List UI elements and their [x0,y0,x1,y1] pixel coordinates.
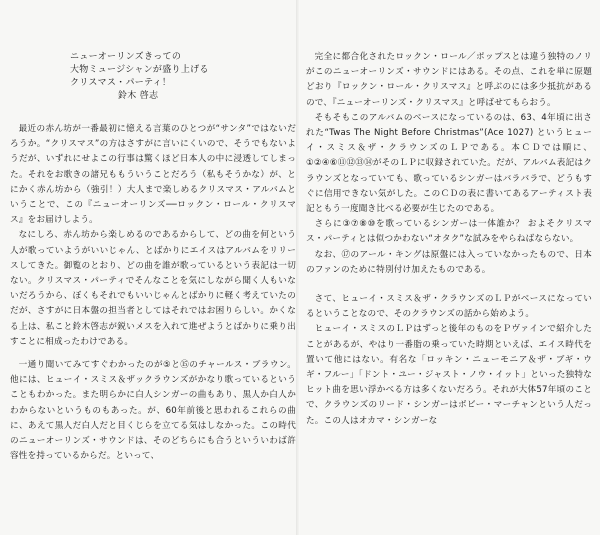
paragraph: 完全に都合化されたロックン・ロール／ポップスとは違う独特のノリがこのニューオーリンズ・サウンドにはある。その点、これを単に原題どおり『ロックン・ロール・クリスマス』と呼ぶのには多少抵抗があるので、『ニューオーリンズ・クリスマス』と呼ばせてもらおう。 [306,52,592,108]
paragraph: さらに③⑦⑧⑩を歌っているシンガーは一体誰か？ およそクリスマス・パーティとは似つかわない“オタク”な試みをやらねばならない。 [306,219,592,245]
page-gutter [296,0,300,535]
title-line-3: クリスマス・パーティ！ [70,78,172,88]
left-column [10,0,296,535]
title-line-1: ニューオーリンズきっての [70,52,182,62]
title-block [70,51,290,103]
right-body [306,50,592,429]
paragraph: 一通り聞いてみてすぐわかったのが⑤と⑮のチャールス・ブラウン。他には、ヒューイ・スミス＆ザックラウンズがかなり歌っているということもわかった。また明らかに白人シンガーの曲もあり、黒人か白人かわからないというものもあった。が、60年前後と思われるこれらの曲に、あえて黒人だ白人だと目くじらを立てる気はしなかった。この時代のニューオーリンズ・サウンドは、そのどちらにも合うといういわば許容性を持っているからだ。といって、 [10,360,296,462]
paragraph: ヒューイ・スミスのＬＰはずっと後年のものをＰヴァインで紹介したことがあるが、やはり一番脂の乗っていた時期といえば、エイス時代を置いて他にはない。有名な「ロッキン・ニューモニア＆ザ・ブギ・ウギ・フルー」「ドント・ユー・ジャスト・ノウ・イット」といった独特なヒット曲を思い浮かべる方は多くないだろう。それが大体57年頃のことで、クラウンズのリード・シンガーはボビー・マーチャンという人だった。この人はオカマ・シンガーな [306,324,592,426]
paragraph: さて、ヒューイ・スミス＆ザ・クラウンズのＬＰがベースになっているということなので、そのクラウンズの話から始めよう。 [306,294,592,320]
paragraph: 最近の赤ん坊が一番最初に憶える言葉のひとつが“サンタ”ではないだろうか。“クリスマス”の方はさすがに言いにくいので、そうでもないようだが、いずれにせよこの行事は驚くほど日本人の中に浸透してしまった。それをお歌きの諸兄ももういうことだろう（私もそうかな）が、とにかく赤ん坊から（強引！）大人まで楽しめるクリスマス・アルバムということで、この『ニューオーリンズ──ロックン・ロール・クリスマス』をお届けしよう。 [10,124,296,226]
author-name: 鈴木 啓志 [118,91,159,101]
left-body [10,122,296,464]
paragraph: そもそもこのアルバムのベースになっているのは、63、4年頃に出された“Twas The Night Before Christmas”(Ace 1027) というヒューイ・スミス＆ザ・クラウンズのＬＰである。本ＣＤでは順に、①②④⑥⑪⑫⑬⑭がそのＬＰに収録されていた。だが、アルバム表記はクラウンズとなっていても、歌っているシンガーはバラバラで、どうもすぐに信用できない気がした。このＣＤの表に書いてあるアーティスト表記ともう一度聞き比べる必要が生じたのである。 [306,112,592,215]
right-column [306,0,592,535]
title-line-2: 大物ミュージシャンが盛り上げる [70,65,209,75]
paragraph: なにしろ、赤ん坊から楽しめるのであるからして、どの曲を何という人が歌っていようがいいじゃん、とばかりにエイスはアルバムをリリースしてきた。御覧のとおり、どの曲を誰が歌っているという表記は一切ない。クリスマス・パーティでそんなことを気にしながら聞く人もいないだろうから、ぼくもそれでもいいじゃんとばかりに軽く考えていたのだが、さすがに日本盤の担当者としてはそれではお困りらしい。かくなる上は、私こと鈴木啓志が鋭いメスを入れて進ぜようとばかりに乗り出すことに相成ったわけである。 [10,230,296,347]
paragraph: なお、⑰のアール・キングは原盤には入っていなかったもので、日本のファンのために特別付け加えたものである。 [306,249,592,275]
